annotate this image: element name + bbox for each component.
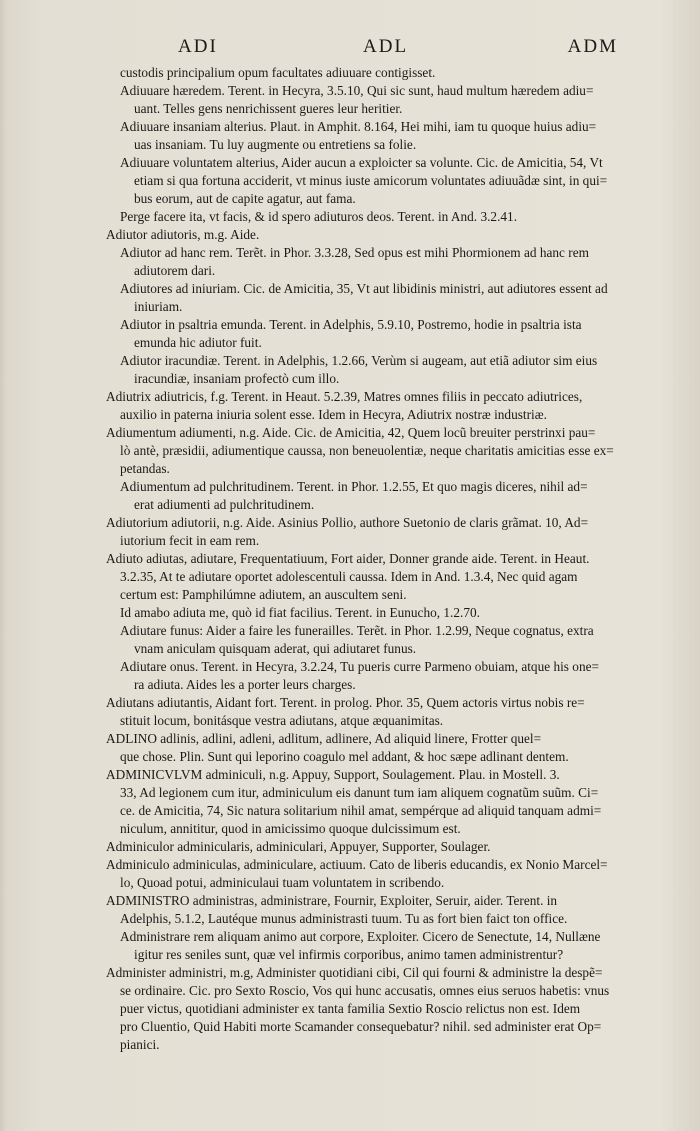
text-line: etiam si qua fortuna acciderit, vt minus iuste amicorum voluntates adiuuãdæ sint, in qui= (134, 173, 608, 188)
text-line: Adminiculor adminicularis, adminiculari, Appuyer, Supporter, Soulager. (106, 839, 491, 854)
text-line: Adiutans adiutantis, Aidant fort. Terent. in prolog. Phor. 35, Quem actoris virtus nobis re= (106, 695, 585, 710)
text-line: auxilio in paterna iniuria solent esse. Idem in Hecyra, Adiutrix nostræ industriæ. (120, 407, 547, 422)
text-line: adiutorem dari. (134, 263, 216, 278)
text-line: erat adiumenti ad pulchritudinem. (134, 497, 315, 512)
running-head-right: ADM (567, 36, 618, 57)
text-line: Adiutor in psaltria emunda. Terent. in Adelphis, 5.9.10, Postremo, hodie in psaltria ista (120, 317, 582, 332)
text-line: Adiuuare hæredem. Terent. in Hecyra, 3.5.10, Qui sic sunt, haud multum hæredem adiu= (120, 83, 594, 98)
text-line: ADMINISTRO administras, administrare, Fournir, Exploiter, Seruir, aider. Terent. in (106, 893, 558, 908)
text-line: Adiutare onus. Terent. in Hecyra, 3.2.24, Tu pueris curre Parmeno obuiam, atque his one= (120, 659, 599, 674)
text-line: petandas. (120, 461, 170, 476)
text-line: iniuriam. (134, 299, 183, 314)
text-line: certum est: Pamphilúmne adiutem, an auscultem seni. (120, 587, 407, 602)
text-line: vnam aniculam quisquam aderat, qui adiutaret funus. (134, 641, 417, 656)
text-line: Adiutrix adiutricis, f.g. Terent. in Heaut. 5.2.39, Matres omnes filiis in peccato adiutrices, (106, 389, 583, 404)
text-line: Id amabo adiuta me, quò id fiat facilius. Terent. in Eunucho, 1.2.70. (120, 605, 480, 620)
text-line: iutorium fecit in eam rem. (120, 533, 260, 548)
text-line: niculum, annititur, quod in amicissimo quoque dulcissimum est. (120, 821, 461, 836)
text-line: Adiutores ad iniuriam. Cic. de Amicitia, 35, Vt aut libidinis ministri, aut adiutores essent ad (120, 281, 608, 296)
text-line: lo, Quoad potui, adminiculaui tuam voluntatem in scribendo. (120, 875, 445, 890)
text-line: Perge facere ita, vt facis, & id spero adiuturos deos. Terent. in And. 3.2.41. (120, 209, 518, 224)
text-line: Administer administri, m.g, Administer quotidiani cibi, Cil qui fourni & administre la despẽ= (106, 965, 603, 980)
text-line: 3.2.35, At te adiutare oportet adolescentuli caussa. Idem in And. 1.3.4, Nec quid agam (120, 569, 578, 584)
text-line: Adelphis, 5.1.2, Lautéque munus administrasti tuum. Tu as fort bien faict ton office. (120, 911, 568, 926)
text-line: pianici. (120, 1037, 160, 1052)
text-line: igitur res seniles sunt, quæ vel infirmis corporibus, animo tamen administrentur? (134, 947, 564, 962)
text-line: lò antè, præsidii, adiumentique caussa, non beneuolentiæ, neque charitatis amicitias esse ex= (120, 443, 614, 458)
text-line: stituit locum, bonitásque vestra adiutans, atque æquanimitas. (120, 713, 444, 728)
text-line: Adiutorium adiutorii, n.g. Aide. Asinius Pollio, authore Suetonio de claris grãmat. 10, Ad= (106, 515, 589, 530)
text-line: ce. de Amicitia, 74, Sic natura solitarium nihil amat, sempérque ad aliquid tanquam admi= (120, 803, 602, 818)
text-line: ADLINO adlinis, adlini, adleni, adlitum, adlinere, Ad aliquid linere, Frotter quel= (106, 731, 542, 746)
text-line: Adiumentum ad pulchritudinem. Terent. in Phor. 1.2.55, Et quo magis diceres, nihil ad= (120, 479, 588, 494)
text-line: 33, Ad legionem cum itur, adminiculum eis danunt tum iam aliquem cognatũm suũm. Ci= (120, 785, 599, 800)
running-head (178, 36, 618, 64)
dictionary-text (106, 64, 666, 1054)
text-line: bus eorum, aut de capite agatur, aut fama. (134, 191, 356, 206)
text-line: puer victus, quotidiani administer ex tanta familia Sextio Roscio relictus non est. Idem (120, 1001, 581, 1016)
text-line: Administrare rem aliquam animo aut corpore, Exploiter. Cicero de Senectute, 14, Nullæne (120, 929, 601, 944)
text-line: Adminiculo adminiculas, adminiculare, actiuum. Cato de liberis educandis, ex Nonio Marcel= (106, 857, 608, 872)
text-line: Adiutare funus: Aider a faire les funerailles. Terẽt. in Phor. 1.2.99, Neque cognatus, extra (120, 623, 594, 638)
running-head-left: ADI (178, 36, 218, 57)
text-line: Adiuuare voluntatem alterius, Aider aucun a exploicter sa volunte. Cic. de Amicitia, 54, Vt (120, 155, 603, 170)
text-line: custodis principalium opum facultates adiuuare contigisset. (120, 65, 436, 80)
text-line: iracundiæ, insaniam profectò cum illo. (134, 371, 340, 386)
text-line: uas insaniam. Tu luy augmente ou entretiens sa folie. (134, 137, 417, 152)
text-line: ADMINICVLVM adminiculi, n.g. Appuy, Support, Soulagement. Plau. in Mostell. 3. (106, 767, 560, 782)
text-line: pro Cluentio, Quid Habiti morte Scamander consequebatur? nihil. sed administer erat Op= (120, 1019, 602, 1034)
text-line: que chose. Plin. Sunt qui leporino coagulo mel addant, & hoc sæpe adlinant dentem. (120, 749, 569, 764)
text-line: Adiutor ad hanc rem. Terẽt. in Phor. 3.3.28, Sed opus est mihi Phormionem ad hanc rem (120, 245, 589, 260)
text-line: Adiuuare insaniam alterius. Plaut. in Amphit. 8.164, Hei mihi, iam tu quoque huius adiu= (120, 119, 597, 134)
text-line: Adiutor iracundiæ. Terent. in Adelphis, 1.2.66, Verùm si augeam, aut etiã adiutor sim eius (120, 353, 598, 368)
text-line: se ordinaire. Cic. pro Sexto Roscio, Vos qui hunc accusatis, omnes eius seruos habetis: vnus (120, 983, 610, 998)
text-line: Adiumentum adiumenti, n.g. Aide. Cic. de Amicitia, 42, Quem locũ breuiter perstrinxi pau= (106, 425, 596, 440)
text-line: Adiutor adiutoris, m.g. Aide. (106, 227, 260, 242)
text-line: Adiuto adiutas, adiutare, Frequentatiuum, Fort aider, Donner grande aide. Terent. in Heaut. (106, 551, 590, 566)
text-line: emunda hic adiutor fuit. (134, 335, 262, 350)
text-line: uant. Telles gens nenrichissent gueres leur heritier. (134, 101, 403, 116)
text-line: ra adiuta. Aides les a porter leurs charges. (134, 677, 356, 692)
running-head-center: ADL (363, 36, 409, 57)
